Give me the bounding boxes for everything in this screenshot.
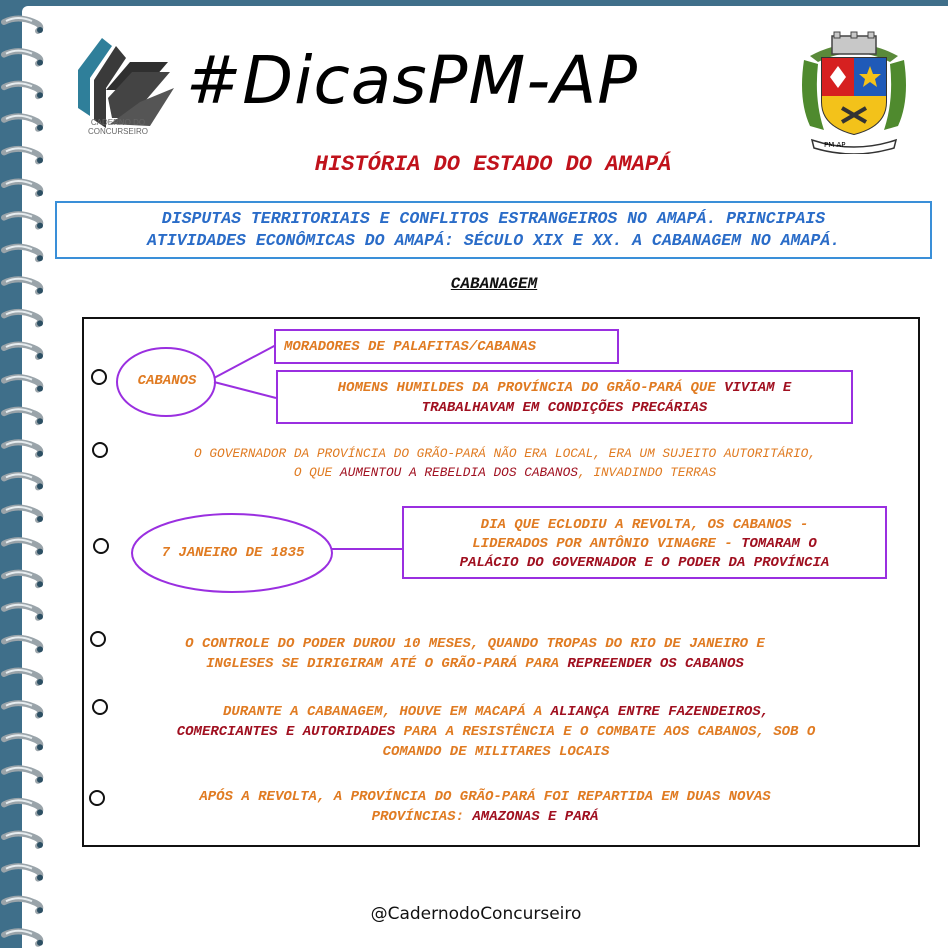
- revolta-line2: [404, 535, 885, 554]
- governador-text: [112, 444, 898, 482]
- spiral-hole: [37, 744, 43, 750]
- section-title: CABANAGEM: [450, 275, 538, 293]
- logo-caption-line2: CONCURSEIRO: [87, 127, 148, 136]
- logo-caption-line1: CADERNO DO: [90, 118, 146, 127]
- logo-caption: [78, 118, 158, 136]
- alianca-line1: [96, 702, 896, 722]
- governador-line1: O GOVERNADOR DA PROVÍNCIA DO GRÃO-PARÁ NÃO ERA LOCAL, ERA UM SUJEITO AUTORITÁRIO,: [193, 446, 817, 461]
- cabanos-label: CABANOS: [137, 373, 197, 389]
- bullet-2: [92, 442, 108, 458]
- alianca-line2: [96, 722, 896, 742]
- topics-box: [55, 201, 932, 259]
- alianca-line2-b: PARA A RESISTÊNCIA E O COMBATE AOS CABANOS, SOB O: [395, 724, 816, 740]
- spiral-hole: [37, 353, 43, 359]
- spiral-hole: [37, 255, 43, 261]
- revolta-line2-b: TOMARAM O: [741, 536, 817, 552]
- alianca-text: [96, 702, 896, 762]
- homens-line1: [278, 378, 851, 398]
- controle-text: [112, 634, 838, 674]
- spiral-hole: [37, 777, 43, 783]
- spiral-hole: [37, 125, 43, 131]
- governador-line2: [112, 463, 898, 482]
- repartida-text: [112, 787, 858, 827]
- spiral-hole: [37, 809, 43, 815]
- spiral-hole: [37, 712, 43, 718]
- spiral-hole: [37, 940, 43, 946]
- controle-line2-b: REPREENDER OS CABANOS: [567, 656, 744, 672]
- controle-line2: [112, 654, 838, 674]
- revolta-line3: PALÁCIO DO GOVERNADOR E O PODER DA PROVÍNCIA: [459, 555, 830, 571]
- revolta-box: [402, 506, 887, 579]
- homens-line1-a: HOMENS HUMILDES DA PROVÍNCIA DO GRÃO-PARÁ QUE: [337, 380, 725, 396]
- spiral-hole: [37, 679, 43, 685]
- topics-line2: ATIVIDADES ECONÔMICAS DO AMAPÁ: SÉCULO XIX E XX. A CABANAGEM NO AMAPÁ.: [146, 231, 841, 250]
- governador-line2-a: O QUE: [293, 465, 340, 480]
- revolta-line2-a: LIDERADOS POR ANTÔNIO VINAGRE -: [472, 536, 742, 552]
- spiral-hole: [37, 92, 43, 98]
- homens-humildes-box: [276, 370, 853, 424]
- alianca-line3: COMANDO DE MILITARES LOCAIS: [382, 744, 610, 760]
- spiral-hole: [37, 418, 43, 424]
- controle-line1: O CONTROLE DO PODER DUROU 10 MESES, QUANDO TROPAS DO RIO DE JANEIRO E: [185, 636, 765, 652]
- governador-line2-b: AUMENTOU A REBELDIA DOS CABANOS: [339, 465, 578, 480]
- homens-line2: TRABALHAVAM EM CONDIÇÕES PRECÁRIAS: [421, 400, 708, 416]
- spiral-hole: [37, 581, 43, 587]
- spiral-hole: [37, 842, 43, 848]
- spiral-hole: [37, 646, 43, 652]
- spiral-binding: [0, 0, 60, 948]
- pm-ap-crest-icon: [794, 30, 914, 154]
- spiral-hole: [37, 483, 43, 489]
- alianca-line1-b: ALIANÇA ENTRE FAZENDEIROS,: [550, 704, 770, 720]
- alianca-line1-a: DURANTE A CABANAGEM, HOUVE EM MACAPÁ A: [222, 704, 551, 720]
- bullet-1: [91, 369, 107, 385]
- main-title: #DicasPM-AP: [186, 42, 639, 119]
- moradores-box: [274, 329, 619, 364]
- governador-line2-c: , INVADINDO TERRAS: [577, 465, 717, 480]
- spiral-hole: [37, 451, 43, 457]
- spiral-hole: [37, 190, 43, 196]
- repartida-line1: APÓS A REVOLTA, A PROVÍNCIA DO GRÃO-PARÁ FOI REPARTIDA EM DUAS NOVAS: [199, 789, 771, 805]
- spiral-hole: [37, 27, 43, 33]
- repartida-line2-b: AMAZONAS E PARÁ: [472, 809, 599, 825]
- spiral-hole: [37, 320, 43, 326]
- footer-handle: @CadernodoConcurseiro: [370, 904, 582, 924]
- spiral-hole: [37, 516, 43, 522]
- repartida-line2-a: PROVÍNCIAS:: [371, 809, 473, 825]
- alianca-line2-a: COMERCIANTES E AUTORIDADES: [176, 724, 396, 740]
- bullet-6: [89, 790, 105, 806]
- spiral-hole: [37, 614, 43, 620]
- bullet-3: [93, 538, 109, 554]
- topics-line1: DISPUTAS TERRITORIAIS E CONFLITOS ESTRANGEIROS NO AMAPÁ. PRINCIPAIS: [161, 209, 826, 228]
- spiral-hole: [37, 60, 43, 66]
- homens-line1-b: VIVIAM E: [724, 380, 792, 396]
- revolta-line1: DIA QUE ECLODIU A REVOLTA, OS CABANOS -: [480, 517, 809, 533]
- spiral-hole: [37, 549, 43, 555]
- spiral-hole: [37, 875, 43, 881]
- crest-label: PM AP: [824, 141, 846, 149]
- controle-line2-a: INGLESES SE DIRIGIRAM ATÉ O GRÃO-PARÁ PARA: [206, 656, 568, 672]
- moradores-text: MORADORES DE PALAFITAS/CABANAS: [284, 339, 537, 355]
- bullet-4: [90, 631, 106, 647]
- page-subtitle: HISTÓRIA DO ESTADO DO AMAPÁ: [314, 152, 672, 177]
- date-label: 7 JANEIRO DE 1835: [161, 545, 305, 561]
- repartida-line2: [112, 807, 858, 827]
- spiral-hole: [37, 386, 43, 392]
- spiral-hole: [37, 223, 43, 229]
